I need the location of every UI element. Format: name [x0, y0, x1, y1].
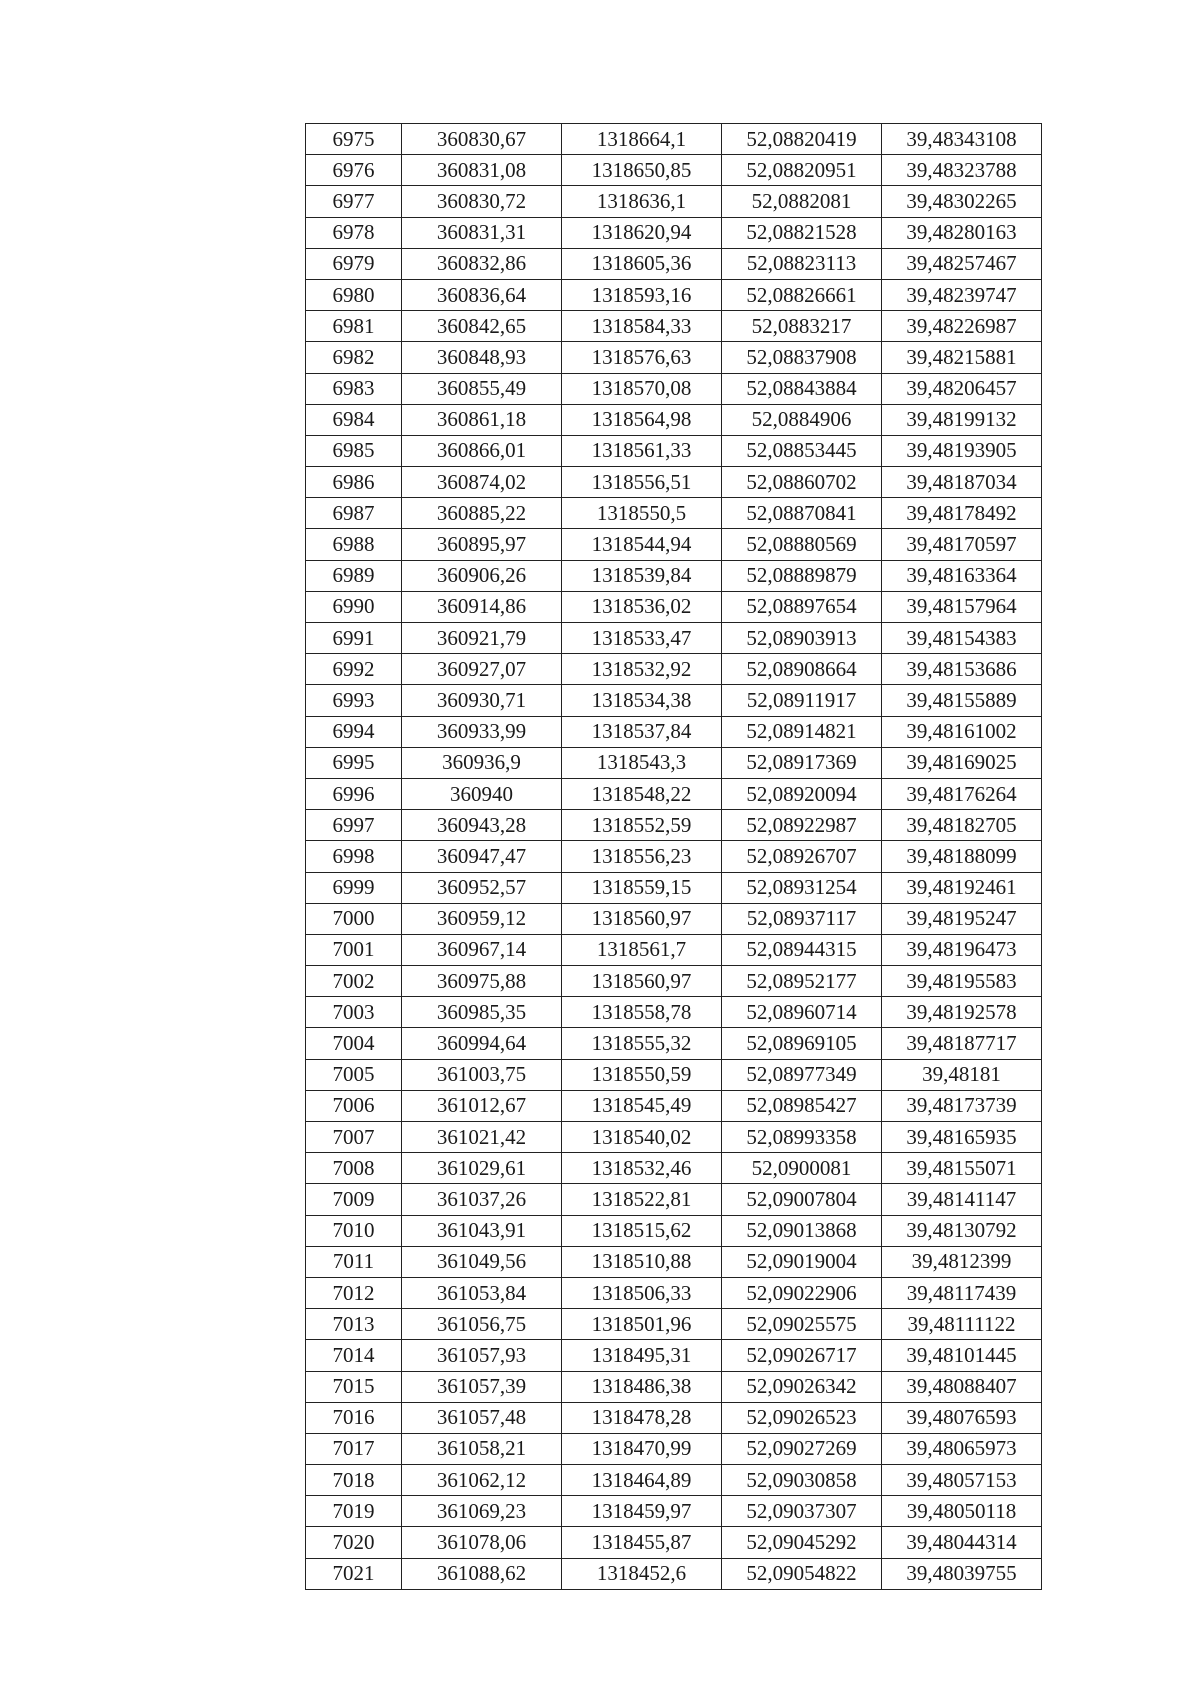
point-number-cell: 7007: [306, 1122, 402, 1153]
x-coordinate-cell: 361056,75: [402, 1309, 562, 1340]
latitude-cell: 52,0884906: [722, 404, 882, 435]
y-coordinate-cell: 1318559,15: [562, 872, 722, 903]
y-coordinate-cell: 1318540,02: [562, 1122, 722, 1153]
point-number-cell: 7004: [306, 1028, 402, 1059]
y-coordinate-cell: 1318664,1: [562, 124, 722, 155]
x-coordinate-cell: 360831,31: [402, 217, 562, 248]
x-coordinate-cell: 360831,08: [402, 155, 562, 186]
table-row: [306, 279, 1042, 310]
point-number-cell: 7018: [306, 1465, 402, 1496]
x-coordinate-cell: 360921,79: [402, 623, 562, 654]
table-row: [306, 685, 1042, 716]
point-number-cell: 7006: [306, 1090, 402, 1121]
x-coordinate-cell: 361003,75: [402, 1059, 562, 1090]
table-row: [306, 1277, 1042, 1308]
table-row: [306, 1465, 1042, 1496]
latitude-cell: 52,08985427: [722, 1090, 882, 1121]
longitude-cell: 39,48141147: [882, 1184, 1042, 1215]
latitude-cell: 52,08977349: [722, 1059, 882, 1090]
y-coordinate-cell: 1318556,51: [562, 467, 722, 498]
x-coordinate-cell: 361037,26: [402, 1184, 562, 1215]
point-number-cell: 7009: [306, 1184, 402, 1215]
x-coordinate-cell: 360830,67: [402, 124, 562, 155]
latitude-cell: 52,08993358: [722, 1122, 882, 1153]
table-row: [306, 217, 1042, 248]
x-coordinate-cell: 360848,93: [402, 342, 562, 373]
table-row: [306, 1246, 1042, 1277]
longitude-cell: 39,48057153: [882, 1465, 1042, 1496]
x-coordinate-cell: 360936,9: [402, 747, 562, 778]
table-row: [306, 872, 1042, 903]
table-row: [306, 1340, 1042, 1371]
x-coordinate-cell: 361062,12: [402, 1465, 562, 1496]
y-coordinate-cell: 1318584,33: [562, 311, 722, 342]
longitude-cell: 39,48161002: [882, 716, 1042, 747]
table-row: [306, 810, 1042, 841]
point-number-cell: 6991: [306, 623, 402, 654]
table-row: [306, 1402, 1042, 1433]
table-row: [306, 1059, 1042, 1090]
x-coordinate-cell: 360952,57: [402, 872, 562, 903]
latitude-cell: 52,09019004: [722, 1246, 882, 1277]
x-coordinate-cell: 360836,64: [402, 279, 562, 310]
y-coordinate-cell: 1318555,32: [562, 1028, 722, 1059]
table-row: [306, 623, 1042, 654]
point-number-cell: 7016: [306, 1402, 402, 1433]
point-number-cell: 7013: [306, 1309, 402, 1340]
y-coordinate-cell: 1318550,59: [562, 1059, 722, 1090]
point-number-cell: 6989: [306, 560, 402, 591]
y-coordinate-cell: 1318452,6: [562, 1558, 722, 1589]
y-coordinate-cell: 1318464,89: [562, 1465, 722, 1496]
y-coordinate-cell: 1318576,63: [562, 342, 722, 373]
latitude-cell: 52,09025575: [722, 1309, 882, 1340]
y-coordinate-cell: 1318544,94: [562, 529, 722, 560]
longitude-cell: 39,48257467: [882, 248, 1042, 279]
point-number-cell: 6981: [306, 311, 402, 342]
point-number-cell: 6984: [306, 404, 402, 435]
longitude-cell: 39,48165935: [882, 1122, 1042, 1153]
latitude-cell: 52,08889879: [722, 560, 882, 591]
point-number-cell: 7012: [306, 1277, 402, 1308]
x-coordinate-cell: 361012,67: [402, 1090, 562, 1121]
latitude-cell: 52,09026342: [722, 1371, 882, 1402]
latitude-cell: 52,08843884: [722, 373, 882, 404]
y-coordinate-cell: 1318593,16: [562, 279, 722, 310]
table-row: [306, 934, 1042, 965]
latitude-cell: 52,08837908: [722, 342, 882, 373]
longitude-cell: 39,48044314: [882, 1527, 1042, 1558]
latitude-cell: 52,09045292: [722, 1527, 882, 1558]
longitude-cell: 39,48176264: [882, 778, 1042, 809]
y-coordinate-cell: 1318561,7: [562, 934, 722, 965]
y-coordinate-cell: 1318532,92: [562, 654, 722, 685]
latitude-cell: 52,08860702: [722, 467, 882, 498]
y-coordinate-cell: 1318545,49: [562, 1090, 722, 1121]
longitude-cell: 39,48065973: [882, 1433, 1042, 1464]
longitude-cell: 39,48088407: [882, 1371, 1042, 1402]
point-number-cell: 7003: [306, 997, 402, 1028]
y-coordinate-cell: 1318605,36: [562, 248, 722, 279]
longitude-cell: 39,48187034: [882, 467, 1042, 498]
table-row: [306, 716, 1042, 747]
point-number-cell: 7014: [306, 1340, 402, 1371]
latitude-cell: 52,08920094: [722, 778, 882, 809]
table-row: [306, 1527, 1042, 1558]
y-coordinate-cell: 1318570,08: [562, 373, 722, 404]
point-number-cell: 6976: [306, 155, 402, 186]
x-coordinate-cell: 360959,12: [402, 903, 562, 934]
latitude-cell: 52,09026523: [722, 1402, 882, 1433]
x-coordinate-cell: 361057,48: [402, 1402, 562, 1433]
point-number-cell: 7015: [306, 1371, 402, 1402]
y-coordinate-cell: 1318532,46: [562, 1153, 722, 1184]
point-number-cell: 6995: [306, 747, 402, 778]
y-coordinate-cell: 1318636,1: [562, 186, 722, 217]
table-row: [306, 1371, 1042, 1402]
longitude-cell: 39,48173739: [882, 1090, 1042, 1121]
x-coordinate-cell: 361049,56: [402, 1246, 562, 1277]
point-number-cell: 6982: [306, 342, 402, 373]
y-coordinate-cell: 1318560,97: [562, 966, 722, 997]
longitude-cell: 39,48195247: [882, 903, 1042, 934]
longitude-cell: 39,48226987: [882, 311, 1042, 342]
point-number-cell: 7017: [306, 1433, 402, 1464]
longitude-cell: 39,48206457: [882, 373, 1042, 404]
y-coordinate-cell: 1318650,85: [562, 155, 722, 186]
longitude-cell: 39,48188099: [882, 841, 1042, 872]
table-row: [306, 404, 1042, 435]
point-number-cell: 7021: [306, 1558, 402, 1589]
x-coordinate-cell: 360927,07: [402, 654, 562, 685]
longitude-cell: 39,48130792: [882, 1215, 1042, 1246]
longitude-cell: 39,48239747: [882, 279, 1042, 310]
longitude-cell: 39,48155889: [882, 685, 1042, 716]
longitude-cell: 39,48302265: [882, 186, 1042, 217]
coordinates-table-body: [306, 124, 1042, 1590]
y-coordinate-cell: 1318543,3: [562, 747, 722, 778]
latitude-cell: 52,09027269: [722, 1433, 882, 1464]
latitude-cell: 52,08853445: [722, 435, 882, 466]
y-coordinate-cell: 1318561,33: [562, 435, 722, 466]
x-coordinate-cell: 360830,72: [402, 186, 562, 217]
latitude-cell: 52,09054822: [722, 1558, 882, 1589]
table-row: [306, 1215, 1042, 1246]
x-coordinate-cell: 361088,62: [402, 1558, 562, 1589]
latitude-cell: 52,08820951: [722, 155, 882, 186]
y-coordinate-cell: 1318564,98: [562, 404, 722, 435]
table-row: [306, 778, 1042, 809]
point-number-cell: 6987: [306, 498, 402, 529]
point-number-cell: 7002: [306, 966, 402, 997]
y-coordinate-cell: 1318548,22: [562, 778, 722, 809]
x-coordinate-cell: 360947,47: [402, 841, 562, 872]
point-number-cell: 6980: [306, 279, 402, 310]
longitude-cell: 39,48169025: [882, 747, 1042, 778]
table-row: [306, 186, 1042, 217]
x-coordinate-cell: 360885,22: [402, 498, 562, 529]
y-coordinate-cell: 1318486,38: [562, 1371, 722, 1402]
x-coordinate-cell: 360895,97: [402, 529, 562, 560]
table-row: [306, 248, 1042, 279]
latitude-cell: 52,0883217: [722, 311, 882, 342]
y-coordinate-cell: 1318537,84: [562, 716, 722, 747]
point-number-cell: 6988: [306, 529, 402, 560]
longitude-cell: 39,48323788: [882, 155, 1042, 186]
longitude-cell: 39,48101445: [882, 1340, 1042, 1371]
x-coordinate-cell: 360994,64: [402, 1028, 562, 1059]
latitude-cell: 52,08917369: [722, 747, 882, 778]
table-row: [306, 1433, 1042, 1464]
latitude-cell: 52,08914821: [722, 716, 882, 747]
y-coordinate-cell: 1318515,62: [562, 1215, 722, 1246]
x-coordinate-cell: 361057,39: [402, 1371, 562, 1402]
longitude-cell: 39,48193905: [882, 435, 1042, 466]
x-coordinate-cell: 360975,88: [402, 966, 562, 997]
x-coordinate-cell: 360866,01: [402, 435, 562, 466]
point-number-cell: 6993: [306, 685, 402, 716]
point-number-cell: 6985: [306, 435, 402, 466]
x-coordinate-cell: 360874,02: [402, 467, 562, 498]
longitude-cell: 39,48192578: [882, 997, 1042, 1028]
table-row: [306, 435, 1042, 466]
point-number-cell: 7001: [306, 934, 402, 965]
y-coordinate-cell: 1318534,38: [562, 685, 722, 716]
latitude-cell: 52,08960714: [722, 997, 882, 1028]
point-number-cell: 6996: [306, 778, 402, 809]
x-coordinate-cell: 360855,49: [402, 373, 562, 404]
x-coordinate-cell: 360914,86: [402, 591, 562, 622]
y-coordinate-cell: 1318533,47: [562, 623, 722, 654]
table-row: [306, 841, 1042, 872]
longitude-cell: 39,48155071: [882, 1153, 1042, 1184]
x-coordinate-cell: 360930,71: [402, 685, 562, 716]
longitude-cell: 39,48215881: [882, 342, 1042, 373]
longitude-cell: 39,48343108: [882, 124, 1042, 155]
longitude-cell: 39,48182705: [882, 810, 1042, 841]
point-number-cell: 6999: [306, 872, 402, 903]
table-row: [306, 1090, 1042, 1121]
point-number-cell: 7010: [306, 1215, 402, 1246]
x-coordinate-cell: 360967,14: [402, 934, 562, 965]
x-coordinate-cell: 360943,28: [402, 810, 562, 841]
point-number-cell: 6990: [306, 591, 402, 622]
point-number-cell: 7005: [306, 1059, 402, 1090]
table-row: [306, 311, 1042, 342]
latitude-cell: 52,08823113: [722, 248, 882, 279]
y-coordinate-cell: 1318522,81: [562, 1184, 722, 1215]
longitude-cell: 39,48195583: [882, 966, 1042, 997]
longitude-cell: 39,48196473: [882, 934, 1042, 965]
table-row: [306, 997, 1042, 1028]
y-coordinate-cell: 1318536,02: [562, 591, 722, 622]
y-coordinate-cell: 1318478,28: [562, 1402, 722, 1433]
point-number-cell: 6992: [306, 654, 402, 685]
point-number-cell: 6994: [306, 716, 402, 747]
table-row: [306, 560, 1042, 591]
y-coordinate-cell: 1318539,84: [562, 560, 722, 591]
latitude-cell: 52,08922987: [722, 810, 882, 841]
y-coordinate-cell: 1318495,31: [562, 1340, 722, 1371]
longitude-cell: 39,48187717: [882, 1028, 1042, 1059]
latitude-cell: 52,08820419: [722, 124, 882, 155]
latitude-cell: 52,08826661: [722, 279, 882, 310]
table-row: [306, 155, 1042, 186]
table-row: [306, 654, 1042, 685]
coordinates-table: [305, 123, 1042, 1590]
x-coordinate-cell: 361069,23: [402, 1496, 562, 1527]
point-number-cell: 6979: [306, 248, 402, 279]
y-coordinate-cell: 1318510,88: [562, 1246, 722, 1277]
latitude-cell: 52,09026717: [722, 1340, 882, 1371]
longitude-cell: 39,48117439: [882, 1277, 1042, 1308]
x-coordinate-cell: 361058,21: [402, 1433, 562, 1464]
x-coordinate-cell: 360940: [402, 778, 562, 809]
latitude-cell: 52,08821528: [722, 217, 882, 248]
table-row: [306, 1496, 1042, 1527]
longitude-cell: 39,48050118: [882, 1496, 1042, 1527]
latitude-cell: 52,08908664: [722, 654, 882, 685]
y-coordinate-cell: 1318552,59: [562, 810, 722, 841]
latitude-cell: 52,09030858: [722, 1465, 882, 1496]
latitude-cell: 52,08937117: [722, 903, 882, 934]
y-coordinate-cell: 1318620,94: [562, 217, 722, 248]
y-coordinate-cell: 1318560,97: [562, 903, 722, 934]
latitude-cell: 52,08880569: [722, 529, 882, 560]
table-row: [306, 1028, 1042, 1059]
x-coordinate-cell: 361029,61: [402, 1153, 562, 1184]
longitude-cell: 39,48153686: [882, 654, 1042, 685]
latitude-cell: 52,08911917: [722, 685, 882, 716]
longitude-cell: 39,48039755: [882, 1558, 1042, 1589]
x-coordinate-cell: 360842,65: [402, 311, 562, 342]
latitude-cell: 52,08897654: [722, 591, 882, 622]
table-row: [306, 966, 1042, 997]
x-coordinate-cell: 361078,06: [402, 1527, 562, 1558]
point-number-cell: 6977: [306, 186, 402, 217]
longitude-cell: 39,48170597: [882, 529, 1042, 560]
longitude-cell: 39,48199132: [882, 404, 1042, 435]
x-coordinate-cell: 360906,26: [402, 560, 562, 591]
table-row: [306, 342, 1042, 373]
point-number-cell: 7008: [306, 1153, 402, 1184]
latitude-cell: 52,08952177: [722, 966, 882, 997]
point-number-cell: 7020: [306, 1527, 402, 1558]
y-coordinate-cell: 1318550,5: [562, 498, 722, 529]
latitude-cell: 52,08870841: [722, 498, 882, 529]
longitude-cell: 39,48163364: [882, 560, 1042, 591]
table-row: [306, 373, 1042, 404]
point-number-cell: 7019: [306, 1496, 402, 1527]
x-coordinate-cell: 360832,86: [402, 248, 562, 279]
x-coordinate-cell: 360861,18: [402, 404, 562, 435]
x-coordinate-cell: 361021,42: [402, 1122, 562, 1153]
latitude-cell: 52,08931254: [722, 872, 882, 903]
latitude-cell: 52,08903913: [722, 623, 882, 654]
latitude-cell: 52,0900081: [722, 1153, 882, 1184]
x-coordinate-cell: 360933,99: [402, 716, 562, 747]
table-row: [306, 1309, 1042, 1340]
latitude-cell: 52,08969105: [722, 1028, 882, 1059]
longitude-cell: 39,48154383: [882, 623, 1042, 654]
longitude-cell: 39,48280163: [882, 217, 1042, 248]
y-coordinate-cell: 1318506,33: [562, 1277, 722, 1308]
point-number-cell: 6986: [306, 467, 402, 498]
point-number-cell: 7011: [306, 1246, 402, 1277]
latitude-cell: 52,08944315: [722, 934, 882, 965]
longitude-cell: 39,48111122: [882, 1309, 1042, 1340]
longitude-cell: 39,48181: [882, 1059, 1042, 1090]
table-row: [306, 1184, 1042, 1215]
y-coordinate-cell: 1318501,96: [562, 1309, 722, 1340]
latitude-cell: 52,0882081: [722, 186, 882, 217]
point-number-cell: 6998: [306, 841, 402, 872]
latitude-cell: 52,09013868: [722, 1215, 882, 1246]
table-row: [306, 124, 1042, 155]
table-row: [306, 747, 1042, 778]
table-row: [306, 467, 1042, 498]
point-number-cell: 7000: [306, 903, 402, 934]
longitude-cell: 39,48192461: [882, 872, 1042, 903]
y-coordinate-cell: 1318558,78: [562, 997, 722, 1028]
latitude-cell: 52,09007804: [722, 1184, 882, 1215]
table-row: [306, 903, 1042, 934]
longitude-cell: 39,48178492: [882, 498, 1042, 529]
point-number-cell: 6983: [306, 373, 402, 404]
y-coordinate-cell: 1318556,23: [562, 841, 722, 872]
point-number-cell: 6978: [306, 217, 402, 248]
latitude-cell: 52,09022906: [722, 1277, 882, 1308]
longitude-cell: 39,4812399: [882, 1246, 1042, 1277]
y-coordinate-cell: 1318459,97: [562, 1496, 722, 1527]
table-row: [306, 498, 1042, 529]
table-row: [306, 1153, 1042, 1184]
x-coordinate-cell: 361043,91: [402, 1215, 562, 1246]
y-coordinate-cell: 1318470,99: [562, 1433, 722, 1464]
longitude-cell: 39,48076593: [882, 1402, 1042, 1433]
table-row: [306, 591, 1042, 622]
longitude-cell: 39,48157964: [882, 591, 1042, 622]
table-row: [306, 529, 1042, 560]
y-coordinate-cell: 1318455,87: [562, 1527, 722, 1558]
latitude-cell: 52,08926707: [722, 841, 882, 872]
table-row: [306, 1122, 1042, 1153]
x-coordinate-cell: 360985,35: [402, 997, 562, 1028]
x-coordinate-cell: 361057,93: [402, 1340, 562, 1371]
table-row: [306, 1558, 1042, 1589]
point-number-cell: 6997: [306, 810, 402, 841]
latitude-cell: 52,09037307: [722, 1496, 882, 1527]
x-coordinate-cell: 361053,84: [402, 1277, 562, 1308]
point-number-cell: 6975: [306, 124, 402, 155]
